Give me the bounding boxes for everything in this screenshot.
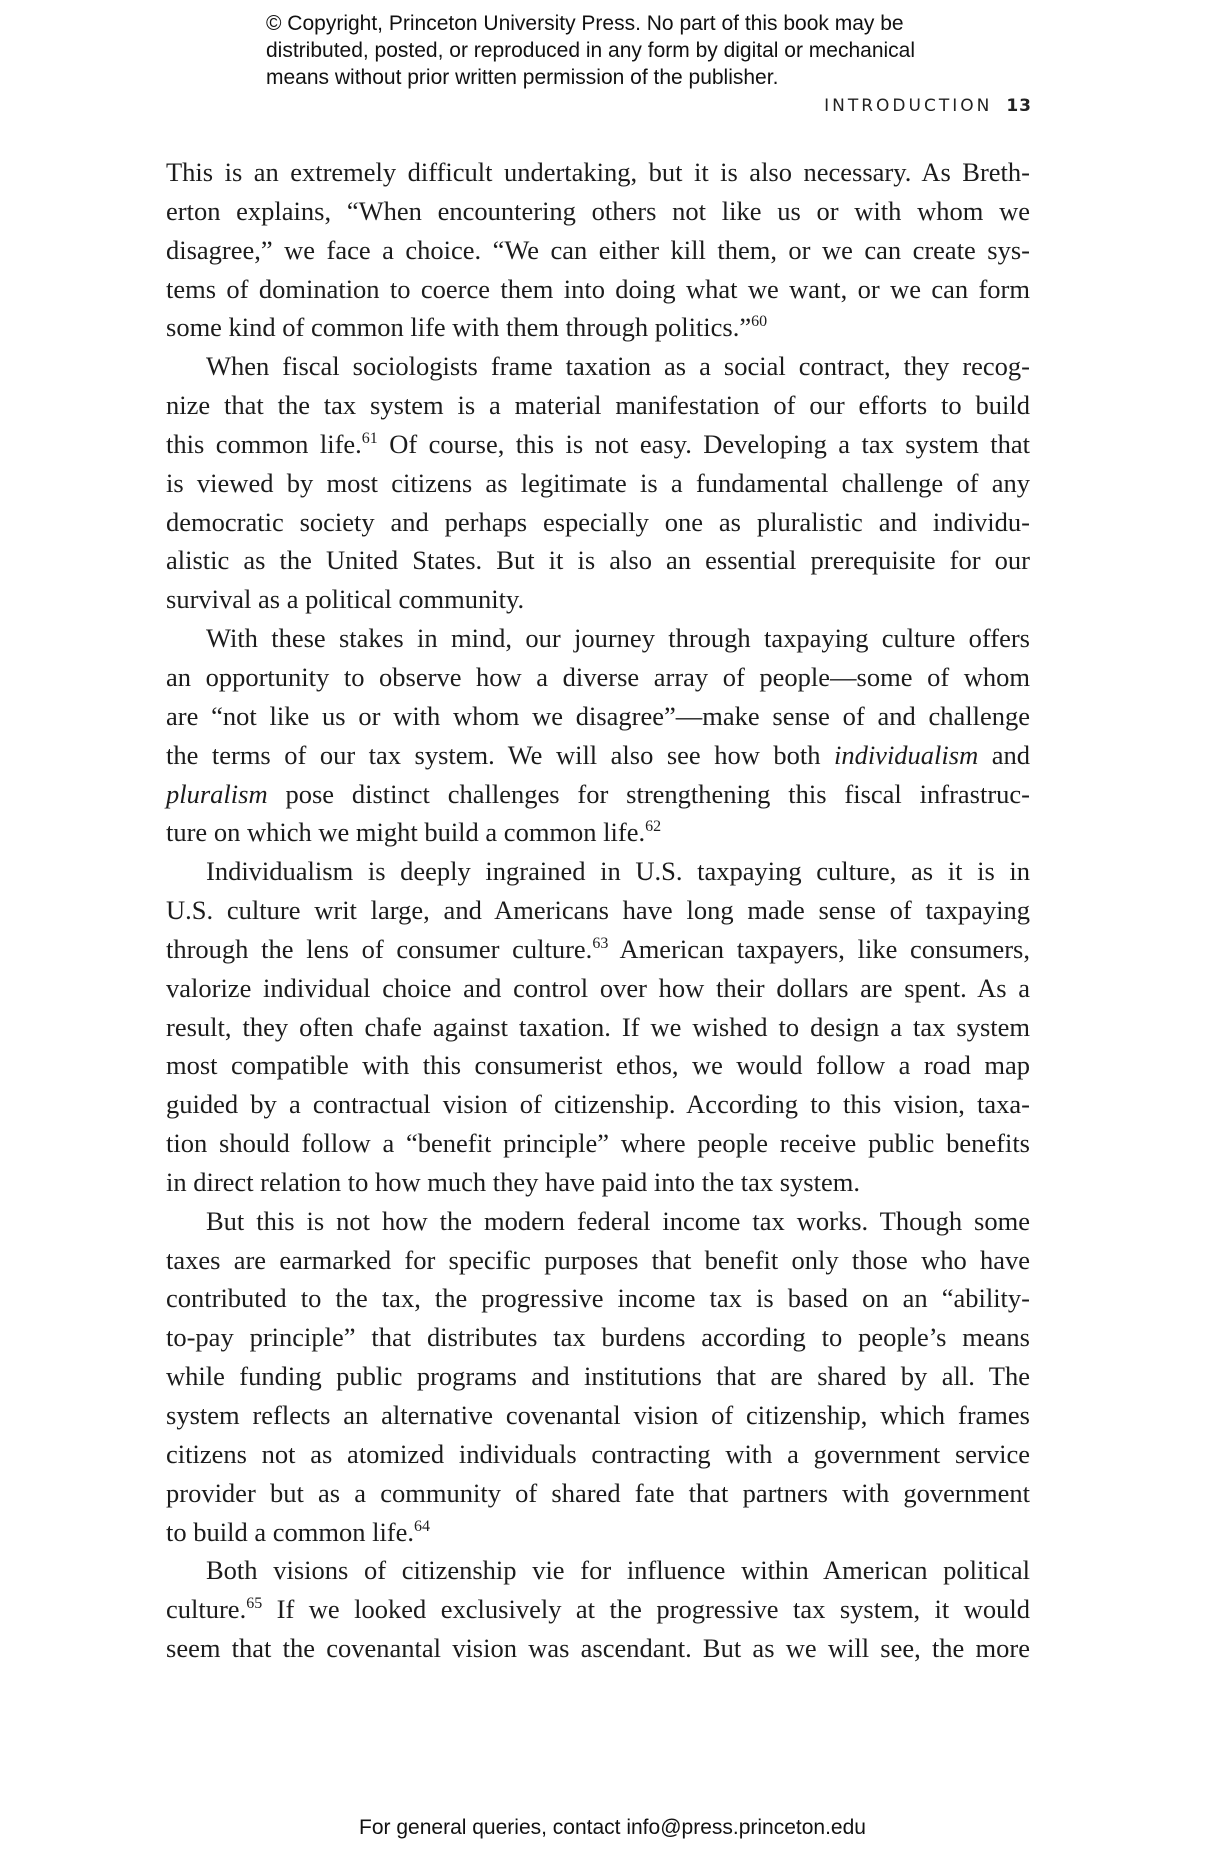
footer-contact: For general queries, contact info@press.princeton.edu [359,1816,866,1839]
text-line: This is an extremely difficult undertaking, but it is also necessary. As Breth- [166,157,1030,187]
text-line: nize that the tax system is a material manifestation of our efforts to build [166,390,1030,421]
copyright-line: distributed, posted, or reproduced in any form by digital or mechanical [266,39,916,62]
text-line: guided by a contractual vision of citizenship. According to this vision, taxa- [166,1089,1030,1120]
paragraph [166,347,1030,619]
text-line: Both visions of citizenship vie for influence within American political [206,1555,1030,1586]
copyright-line: © Copyright, Princeton University Press. No part of this book may be [266,12,904,35]
body-text [166,153,1030,1668]
text-line: tems of domination to coerce them into doing what we want, or we can form [166,273,1030,304]
footnote-ref: 60 [751,313,768,331]
paragraph [166,1202,1030,1552]
text-line: system reflects an alternative covenantal vision of citizenship, which frames [166,1400,1030,1430]
text-line: contributed to the tax, the progressive income tax is based on an “ability- [166,1283,1030,1314]
text-line: Individualism is deeply ingrained in U.S. taxpaying culture, as it is in [206,856,1030,887]
text-line: citizens not as atomized individuals contracting with a government service [166,1438,1030,1469]
text-line: most compatible with this consumerist ethos, we would follow a road map [166,1050,1030,1081]
text-line: some kind of common life with them through politics.”$^{60}$ [166,312,768,343]
text-line: democratic society and perhaps especially one as pluralistic and individu- [166,506,1030,537]
text-line: But this is not how the modern federal income tax works. Though some [206,1205,1030,1236]
emphasis: pluralism [166,778,268,809]
text-line: valorize individual choice and control over how their dollars are spent. As a [166,972,1030,1003]
text-line: U.S. culture writ large, and Americans have long made sense of taxpaying [166,895,1030,926]
text-line: alistic as the United States. But it is also an essential prerequisite for our [166,545,1030,576]
paragraph [166,153,1030,347]
text-line: pluralism pose distinct challenges for strengthening this fiscal infrastruc- [166,778,1030,809]
text-line: to-pay principle” that distributes tax burdens according to people’s means [166,1322,1030,1353]
footnote-ref: 63 [592,935,609,953]
text-line: When fiscal sociologists frame taxation as a social contract, they recog- [206,351,1030,382]
text-line: erton explains, “When encountering others not like us or with whom we [166,195,1030,226]
copyright-notice [266,10,1026,91]
text-line: to build a common life.$^{64}$ [166,1516,431,1547]
page-number: 13 [1006,96,1032,116]
text-line: tion should follow a “benefit principle” where people receive public benefits [166,1128,1030,1159]
text-line: provider but as a community of shared fate that partners with government [166,1477,1030,1508]
text-line: culture.$^{65}$ If we looked exclusively at the progressive tax system, it would [166,1594,1030,1625]
footnote-ref: 64 [414,1517,431,1535]
text-line: is viewed by most citizens as legitimate is a fundamental challenge of any [166,467,1030,498]
text-line: taxes are earmarked for specific purposes that benefit only those who have [166,1244,1030,1275]
emphasis: individualism [833,739,979,770]
text-line: result, they often chafe against taxation. If we wished to design a tax system [166,1011,1030,1042]
text-line: this common life.$^{61}$ Of course, this is not easy. Developing a tax system that [166,428,1031,459]
text-line: With these stakes in mind, our journey through taxpaying culture offers [206,623,1030,654]
text-line: seem that the covenantal vision was ascendant. But as we will see, the more [166,1633,1030,1664]
text-line: through the lens of consumer culture.$^{63}$ American taxpayers, like consumers, [166,933,1030,964]
footnote-ref: 61 [361,430,378,448]
footnote-ref: 62 [645,818,662,836]
text-line: ture on which we might build a common life.$^{62}$ [166,817,662,848]
copyright-line: means without prior written permission of the publisher. [266,66,779,89]
footnote-ref: 65 [246,1595,263,1613]
paragraph [166,619,1030,852]
text-line: disagree,” we face a choice. “We can either kill them, or we can create sys- [166,234,1030,265]
text-line: while funding public programs and institutions that are shared by all. The [166,1361,1030,1392]
text-line: an opportunity to observe how a diverse array of people—some of whom [166,661,1030,692]
text-line: are “not like us or with whom we disagree”—make sense of and challenge [166,700,1030,731]
paragraph [166,1551,1030,1668]
section-title: INTRODUCTION [824,96,993,116]
paragraph [166,852,1030,1202]
text-line: survival as a political community. [166,584,525,615]
text-line: in direct relation to how much they have paid into the tax system. [166,1166,860,1197]
text-line: the terms of our tax system. We will also see how both individualism and [166,739,1030,770]
running-head [824,96,1032,116]
